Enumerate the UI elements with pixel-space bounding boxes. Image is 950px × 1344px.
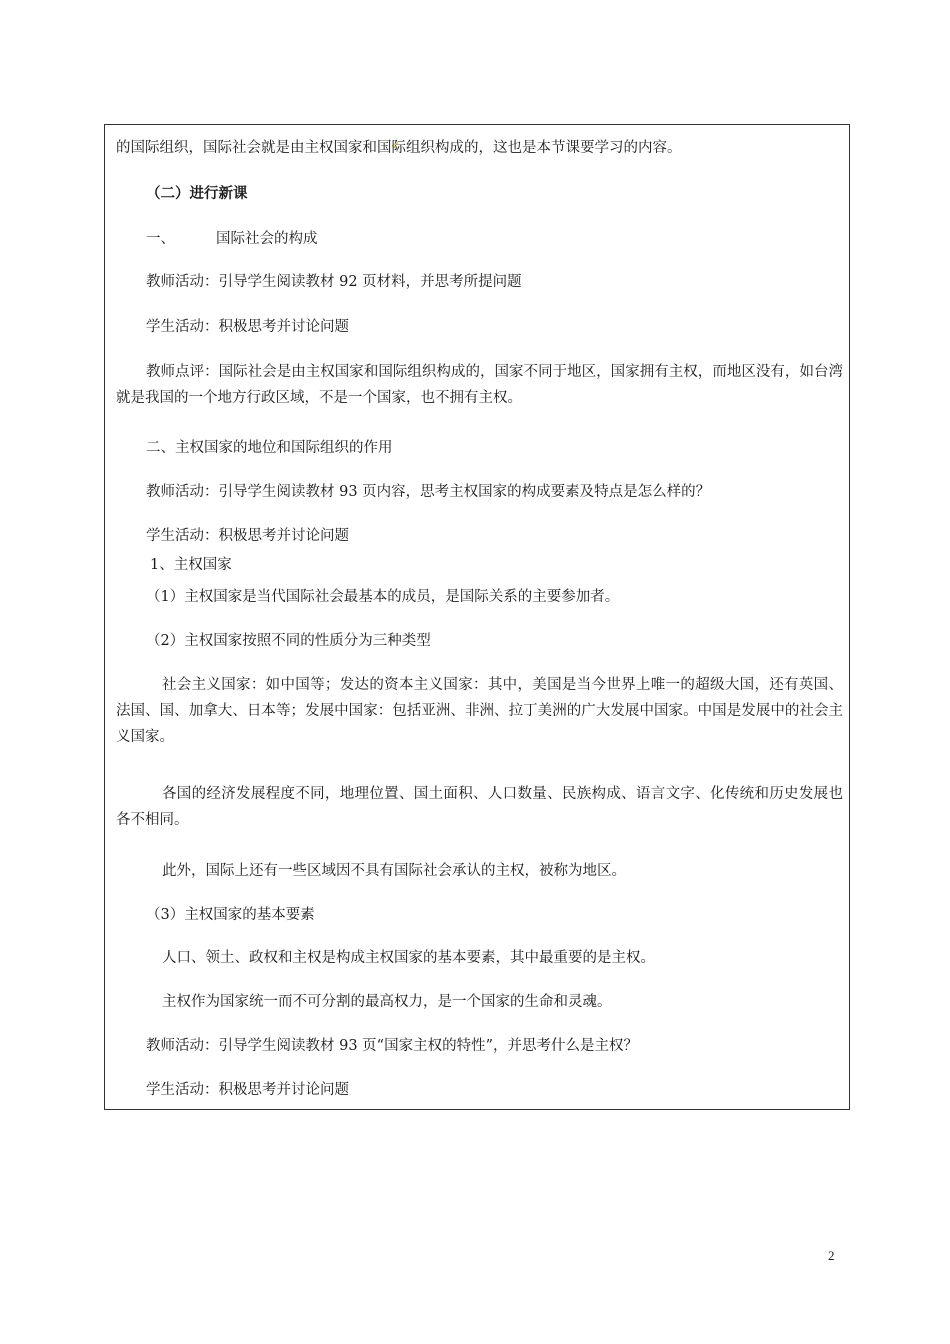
sovereignty-definition-text: 主权作为国家统一而不可分割的最高权力，是一个国家的生命和灵魂。	[162, 994, 612, 1010]
teacher-activity-3: 教师活动：引导学生阅读教材 93 页“国家主权的特性”，并思考什么是主权？	[146, 1038, 638, 1054]
point-2-text: （2）主权国家按照不同的性质分为三种类型	[146, 633, 431, 649]
student-activity-3: 学生活动：积极思考并讨论问题	[146, 1082, 349, 1098]
regions-text: 此外，国际上还有一些区域因不具有国际社会承认的主权，被称为地区。	[162, 863, 626, 879]
teacher-activity-1: 教师活动：引导学生阅读教材 92 页材料，并思考所提问题	[146, 274, 522, 290]
subheading-sovereign-state: 1、主权国家	[150, 557, 232, 573]
point-3-text: （3）主权国家的基本要素	[146, 907, 315, 923]
heading-one-title: 国际社会的构成	[216, 231, 318, 247]
teacher-comment-paragraph: 教师点评：国际社会是由主权国家和国际组织构成的，国家不同于地区，国家拥有主权，而地区没有，如台湾就是我国的一个地方行政区域，不是一个国家，也不拥有主权。	[116, 364, 843, 406]
state-types-paragraph: 社会主义国家：如中国等；发达的资本主义国家：其中，美国是当今世界上唯一的超级大国，还有英国、法国、国、加拿大、日本等；发展中国家：包括亚洲、非洲、拉丁美洲的广大发展中国家。中国是发展中的社会主义国家。	[116, 677, 843, 745]
teacher-activity-2: 教师活动：引导学生阅读教材 93 页内容，思考主权国家的构成要素及特点是怎么样的？	[146, 484, 711, 500]
heading-one-number: 一、	[146, 231, 175, 247]
heading-two-title: 二、主权国家的地位和国际组织的作用	[146, 440, 393, 456]
section-heading-new-lesson: （二）进行新课	[146, 185, 248, 202]
point-1-text: （1）主权国家是当代国际社会最基本的成员，是国际关系的主要参加者。	[146, 589, 620, 605]
basic-elements-text: 人口、领土、政权和主权是构成主权国家的基本要素，其中最重要的是主权。	[162, 950, 655, 966]
differences-paragraph: 各国的经济发展程度不同，地理位置、国土面积、人口数量、民族构成、语言文字、化传统和历史发展也各不相同。	[116, 786, 843, 828]
intro-continuation-text: 的国际组织，国际社会就是由主权国家和国际组织构成的，这也是本节课要学习的内容。	[116, 140, 682, 156]
student-activity-1: 学生活动：积极思考并讨论问题	[146, 319, 349, 335]
student-activity-2: 学生活动：积极思考并讨论问题	[146, 528, 349, 544]
page-number: 2	[828, 1248, 835, 1263]
